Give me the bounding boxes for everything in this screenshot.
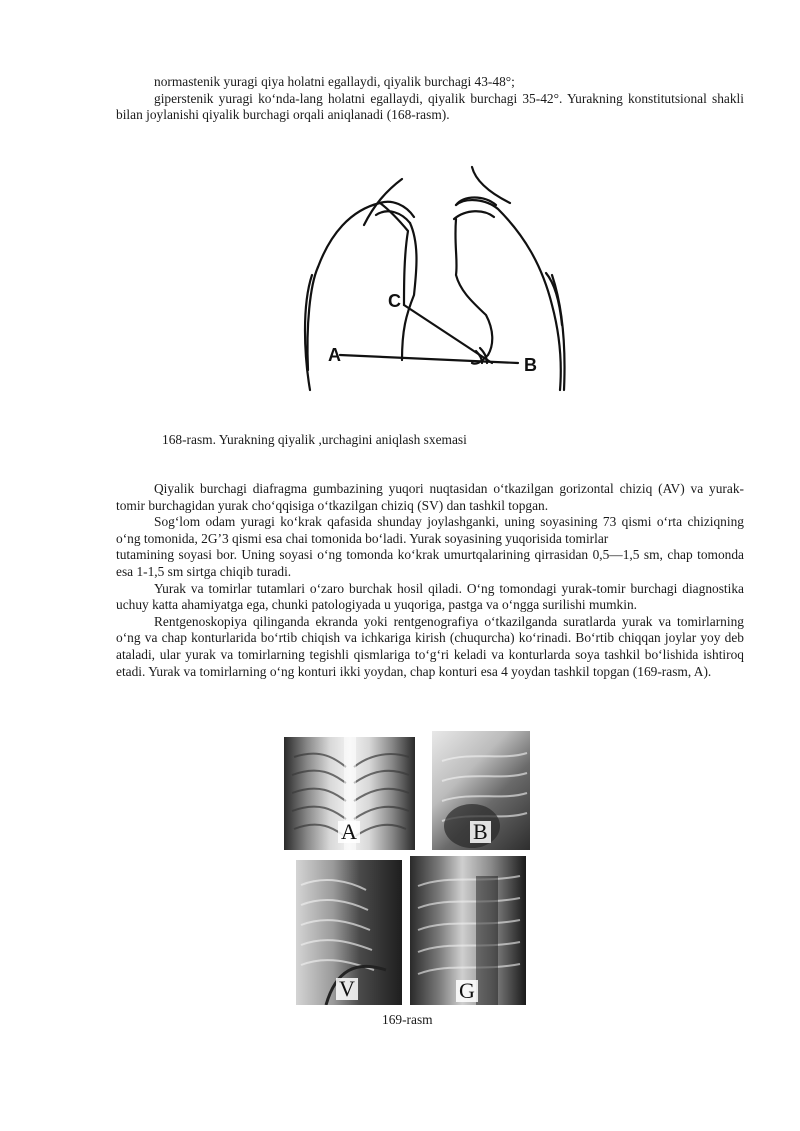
figure-169-caption: 169-rasm <box>382 1012 433 1027</box>
xray-panel-a <box>284 737 415 850</box>
xray-panel-b <box>432 731 530 850</box>
paragraph-heart-position-cont: tutamining soyasi bor. Uning soyasi o‘ng tomonda ko‘krak umurtqalarining qirrasidan 0,5—1,5 sm, chap tomonda esa 1-1,5 sm sirtga chiqib turadi. <box>116 547 744 579</box>
paragraph-angle-definition: Qiyalik burchagi diafragma gumbazining yuqori nuqtasidan o‘tkazilgan gorizontal chiziq (AV) va yurak-tomir burchagidan yurak cho‘qqisiga o‘tkazilgan chiziq (SV) dan tashkil topgan. <box>116 481 744 513</box>
intro-line-giperstenik: giperstenik yuragi ko‘nda-lang holatni egallaydi, qiyalik burchagi 35-42°. Yurakning konstitutsional shakli bilan joylanishi qiyalik burchagi orqali aniqlanadi (168-rasm). <box>116 90 744 123</box>
panel-label-b: B <box>470 821 491 843</box>
xray-panel-g <box>410 856 526 1005</box>
label-c: C <box>388 291 401 311</box>
panel-label-g: G <box>456 980 478 1002</box>
panel-label-v: V <box>336 978 358 1000</box>
body-text <box>116 481 744 680</box>
figure-168-caption: 168-rasm. Yurakning qiyalik ,urchagini aniqlash sxemasi <box>162 432 467 447</box>
label-a: A <box>328 345 341 365</box>
paragraph-xray-contours: Rentgenoskopiya qilinganda ekranda yoki rentgenografiya o‘tkazilganda suratlarda yurak va tomirlarning o‘ng va chap konturlarida bo‘rtib chiqish va ichkariga kirish (chuqurcha) ko‘rinadi. Bo‘rtib chiqqan joylar yoy deb ataladi, ular yurak va tomirlarning tegishli qismlariga to‘g‘ri keladi va konturlarda soya tashkil bo‘lishida ishtiroq etadi. Yurak va tomirlarning o‘ng konturi ikki yoydan, chap konturi esa 4 yoydan tashkil topgan (169-rasm, A). <box>116 613 744 679</box>
panel-label-a: A <box>338 821 360 843</box>
intro-text <box>116 74 744 124</box>
figure-168-diagram <box>280 165 580 395</box>
intro-line-normastenik: normastenik yuragi qiya holatni egallaydi, qiyalik burchagi 43-48°; <box>154 74 515 89</box>
paragraph-vessel-angle: Yurak va tomirlar tutamlari o‘zaro burchak hosil qiladi. O‘ng tomondagi yurak-tomir burchagi diagnostika uchuy katta ahamiyatga ega, chunki patologiyada u yuqoriga, pastga va o‘ngga surilishi mumkin. <box>116 580 744 613</box>
label-b: B <box>524 355 537 375</box>
paragraph-heart-position: Sog‘lom odam yuragi ko‘krak qafasida shunday joylashganki, uning soyasining 73 qismi o‘rta chiziqning o‘ng tomonida, 2G’3 qismi esa chai tomonida bo‘ladi. Yurak soyasining yuqorisida tomirlar <box>116 514 744 546</box>
xray-panel-v <box>296 860 402 1005</box>
